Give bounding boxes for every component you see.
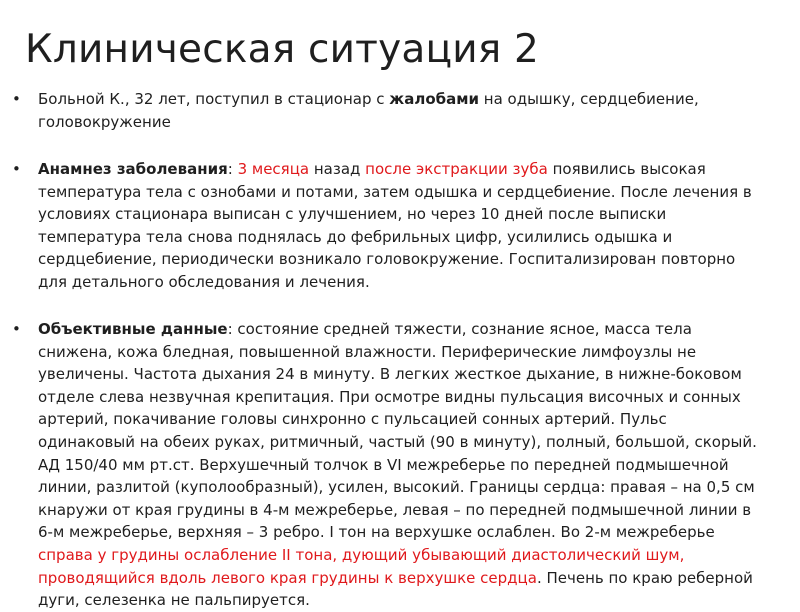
- section-heading: жалобами: [389, 90, 479, 108]
- highlighted-text: после экстракции зуба: [365, 160, 548, 178]
- section-heading: Объективные данные: [38, 320, 228, 338]
- body-text: :: [227, 160, 238, 178]
- body-text: появились высокая температура тела с ознобами и потами, затем одышка и сердцебиение. После лечения в условиях стационара выписан с улучшением, но через 10 дней после выписки температура тела снова поднялась до фебрильных цифр, усилились одышка и сердцебиение, периодически возникало головокружение. Госпитализирован повторно для детального обследования и лечения.: [38, 160, 752, 291]
- body-text: назад: [309, 160, 366, 178]
- body-text: . Печень по краю реберной дуги, селезенка не пальпируется.: [38, 568, 753, 610]
- bullet-objective-data: [12, 318, 758, 612]
- bullet-text: [38, 88, 758, 133]
- bullet-marker: •: [12, 160, 21, 178]
- bullet-marker: •: [12, 90, 21, 108]
- bullet-text: [38, 158, 758, 294]
- highlighted-text: справа у грудины ослабление II тона, дующий убывающий диастолический шум, проводящийся вдоль левого края грудины к верхушке сердца: [38, 545, 685, 587]
- bullet-marker: •: [12, 320, 21, 338]
- body-text: на одышку, сердцебиение, головокружение: [38, 90, 699, 131]
- body-text: Больной К., 32 лет, поступил в стационар с: [38, 90, 390, 108]
- slide-title: Клиническая ситуация 2: [25, 27, 540, 72]
- bullet-anamnesis: [12, 158, 758, 294]
- section-heading: Анамнез заболевания: [38, 160, 228, 178]
- bullet-text: [38, 318, 758, 612]
- bullet-complaints: [12, 88, 758, 133]
- highlighted-text: 3 месяца: [237, 160, 310, 178]
- body-text: : состояние средней тяжести, сознание ясное, масса тела снижена, кожа бледная, повышенной влажности. Периферические лимфоузлы не увеличены. Частота дыхания 24 в минуту. В легких жесткое дыхание, в нижне-боковом отделе слева незвучная крепитация. При осмотре видны пульсация височных и сонных артерий, покачивание головы синхронно с пульсацией сонных артерий. Пульс одинаковый на обеих руках, ритмичный, частый (90 в минуту), полный, большой, скорый. АД 150/40 мм рт.ст. Верхушечный толчок в VI межреберье по передней подмышечной линии, разлитой (куполообразный), усилен, высокий. Границы сердца: правая – на 0,5 см кнаружи от края грудины в 4-м межреберье, левая – по передней подмышечной линии в 6-м межреберье, верхняя – 3 ребро. I тон на верхушке ослаблен. Во 2-м межреберье: [38, 320, 757, 542]
